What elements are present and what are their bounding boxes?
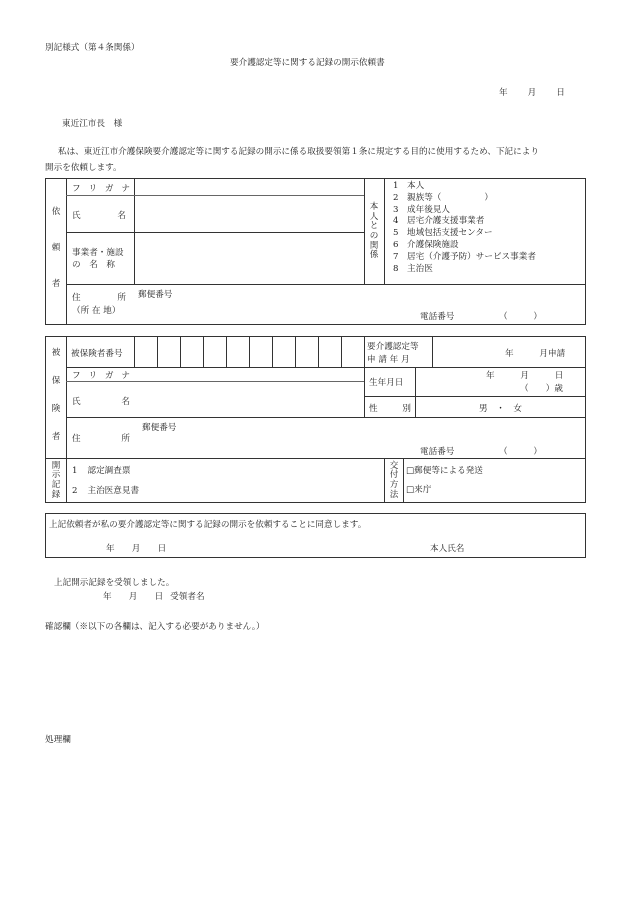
requester-phone-label: 電話番号 [420, 312, 455, 322]
delivery-option-visit[interactable]: □来庁 [406, 485, 432, 495]
birth-date-field[interactable]: 年 月 日 [486, 371, 564, 381]
birth-label: 生年月日 [369, 378, 404, 388]
requester-furigana-field[interactable] [135, 179, 363, 195]
date-day[interactable]: 日 [556, 88, 565, 98]
insured-number-label: 被保険者番号 [71, 349, 123, 359]
relation-option[interactable]: 4 居宅介護支援事業者 [393, 216, 485, 227]
disclosure-item[interactable]: 1 認定調査票 [72, 466, 131, 476]
requester-name-field[interactable] [135, 196, 363, 232]
insured-group-label: 被 保 険 者 [51, 348, 61, 442]
requester-address-field[interactable] [135, 298, 585, 310]
requester-postal-label: 郵便番号 [138, 290, 173, 300]
application-field[interactable]: 年 月申請 [505, 349, 566, 359]
application-label-2: 申 請 年 月 [367, 355, 410, 365]
receipt-date[interactable]: 年 月 日 [103, 592, 164, 602]
relation-option[interactable]: 8 主治医 [393, 263, 433, 274]
checkbox-icon[interactable]: □ [406, 466, 415, 476]
consent-signature-label: 本人氏名 [430, 544, 465, 554]
requester-furigana-label: フ リ ガ ナ [72, 184, 130, 194]
relation-option[interactable]: 7 居宅（介護予防）サービス事業者 [393, 251, 536, 262]
relation-option[interactable]: 6 介護保険施設 [393, 239, 459, 250]
relation-option[interactable]: 3 成年後見人 [393, 204, 450, 215]
relation-option[interactable]: 1 本人 [393, 181, 425, 191]
application-label-1: 要介護認定等 [367, 342, 419, 352]
receiver-label: 受領者名 [170, 592, 205, 602]
receipt-text: 上記開示記録を受領しました。 [54, 578, 175, 588]
insured-name-field[interactable] [135, 382, 363, 416]
insured-postal-label: 郵便番号 [142, 423, 177, 433]
relation-option[interactable]: 2 親族等（ ） [393, 192, 493, 203]
form-id: 別記様式（第４条関係） [45, 43, 140, 53]
relation-list [393, 181, 536, 275]
date-line [499, 86, 565, 98]
insured-furigana-field[interactable] [135, 368, 363, 381]
checkbox-icon[interactable]: □ [406, 485, 415, 495]
insured-name-label: 氏 名 [72, 397, 130, 407]
insured-number-field[interactable] [135, 337, 363, 366]
facility-label-1: 事業者・施設 [72, 248, 124, 258]
requester-phone-field[interactable]: （ ） [499, 312, 542, 322]
delivery-label: 交 付 方 法 [389, 460, 399, 500]
sex-field[interactable]: 男 ・ 女 [479, 404, 522, 414]
intro-line-2: 開示を依頼します。 [45, 163, 122, 173]
relation-option[interactable]: 5 地域包括支援センター [393, 228, 493, 239]
confirmation-label: 確認欄（※以下の各欄は、記入する必要がありません。） [45, 622, 265, 632]
facility-field[interactable] [135, 233, 363, 283]
consent-date[interactable]: 年 月 日 [106, 544, 167, 554]
relation-label: 本 人 と の 関 係 [369, 202, 379, 261]
facility-label-2: の 名 称 [72, 260, 115, 270]
disclosure-label: 開 示 記 録 [51, 460, 61, 500]
addressee: 東近江市長 様 [62, 119, 123, 129]
insured-furigana-label: フ リ ガ ナ [72, 371, 130, 381]
requester-address-label-2: （所 在 地） [72, 306, 121, 316]
requester-group-label: 依 頼 者 [51, 207, 61, 289]
delivery-option-mail[interactable]: □郵便等による発送 [406, 466, 483, 476]
processing-label: 処理欄 [45, 735, 71, 745]
insured-address-field[interactable] [135, 431, 585, 443]
date-year[interactable]: 年 [499, 88, 508, 98]
requester-address-label-1: 住 所 [72, 293, 126, 303]
insured-phone-field[interactable]: （ ） [499, 447, 542, 457]
consent-text: 上記依頼者が私の要介護認定等に関する記録の開示を依頼することに同意します。 [49, 520, 367, 530]
sex-label: 性 別 [369, 404, 411, 414]
age-field[interactable]: （ ）歳 [520, 384, 563, 394]
requester-name-label: 氏 名 [72, 211, 126, 221]
receipt-line [103, 590, 205, 602]
intro-line-1: 私は、東近江市介護保険要介護認定等に関する記録の開示に係る取扱要領第１条に規定する目的に使用するため、下記により [58, 147, 539, 157]
insured-phone-label: 電話番号 [420, 447, 455, 457]
disclosure-item[interactable]: 2 主治医意見書 [72, 486, 140, 496]
page-title: 要介護認定等に関する記録の開示依頼書 [230, 58, 385, 68]
consent-signature-field[interactable] [480, 538, 580, 554]
date-month[interactable]: 月 [527, 88, 537, 98]
insured-address-label: 住 所 [72, 434, 130, 444]
